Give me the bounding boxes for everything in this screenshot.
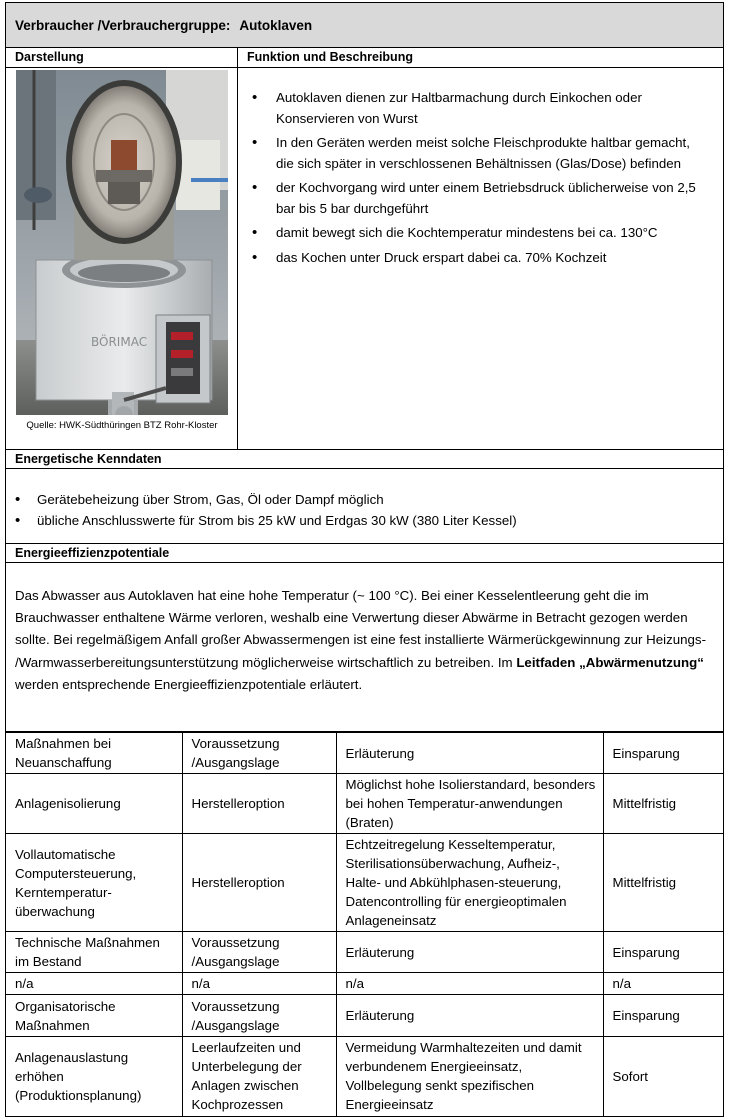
table-cell: Anlagenauslastung erhöhen (Produktionsplanung) <box>6 1037 182 1116</box>
table-cell: Erläuterung <box>336 995 603 1037</box>
table-header-row <box>6 932 723 973</box>
table-cell: Einsparung <box>603 733 723 774</box>
autoclave-photo <box>16 70 228 415</box>
table-header-row <box>6 995 723 1037</box>
table-cell: Mittelfristig <box>603 774 723 834</box>
function-bullet: • der Kochvorgang wird unter einem Betriebsdruck üblicherweise von 2,5 bar bis 5 bar durchgeführt <box>250 178 709 219</box>
guideline-reference: Leitfaden „Abwärmenutzung“ <box>516 654 704 670</box>
table-row <box>6 973 723 995</box>
table-cell: Voraussetzung /Ausgangslage <box>182 995 336 1037</box>
function-bullet: • Autoklaven dienen zur Haltbarmachung durch Einkochen oder Konservieren von Wurst <box>250 88 709 129</box>
table-cell: Mittelfristig <box>603 834 723 932</box>
title-value: Autoklaven <box>239 17 313 33</box>
table-cell: Voraussetzung /Ausgangslage <box>182 932 336 973</box>
table-row <box>6 834 723 932</box>
column-headers <box>6 48 723 68</box>
table-header-row <box>6 733 723 774</box>
table-cell: Möglichst hohe Isolierstandard, besonders bei hohen Temperatur-anwendungen (Braten) <box>336 774 603 834</box>
column-header-right: Funktion und Beschreibung <box>247 50 413 64</box>
table-row <box>6 1037 723 1116</box>
table-cell: n/a <box>336 973 603 995</box>
energetic-bullet-list <box>15 490 713 531</box>
table-cell: Erläuterung <box>336 733 603 774</box>
table-cell: Leerlaufzeiten und Unterbelegung der Anlagen zwischen Kochprozessen <box>182 1037 336 1116</box>
energetic-bullet: • übliche Anschlusswerte für Strom bis 25 kW und Erdgas 30 kW (380 Liter Kessel) <box>15 511 713 531</box>
function-bullet: • damit bewegt sich die Kochtemperatur mindestens bei ca. 130°C <box>250 223 709 244</box>
datasheet <box>5 2 724 1117</box>
table-cell: Vermeidung Warmhaltezeiten und damit verbundenem Energieeinsatz, Vollbelegung senkt spezifischen Energieeinsatz <box>336 1037 603 1116</box>
title-label: Verbraucher /Verbrauchergruppe: <box>15 17 231 33</box>
table-cell: n/a <box>182 973 336 995</box>
table-cell: Erläuterung <box>336 932 603 973</box>
function-cell <box>238 68 723 449</box>
brand-mark: BÖRIMAC <box>91 335 148 349</box>
efficiency-text: Das Abwasser aus Autoklaven hat eine hohe Temperatur (~ 100 °C). Bei einer Kesselentleerung geht die im Brauchwasser enthaltene Wärme verloren, weshalb eine Verwertung dieser Abwärme in Betracht gezogen werden sollte. Bei regelmäßigem Anfall großer Abwassermengen ist eine fest installierte Wärmerückgewinnung zur Heizungs- /Warmwasserbereitungsunterstützung möglicherweise wirtschaftlich zu betreiben. Im <box>15 588 707 670</box>
energetic-section <box>6 469 723 544</box>
table-cell: Maßnahmen bei Neuanschaffung <box>6 733 182 774</box>
efficiency-paragraph <box>6 563 723 732</box>
function-bullet-list <box>250 88 709 268</box>
efficiency-header: Energieeffizienzpotentiale <box>6 544 723 563</box>
table-cell: Herstelleroption <box>182 774 336 834</box>
table-cell: Vollautomatische Computersteuerung, Kerntemperatur-überwachung <box>6 834 182 932</box>
photo-caption: Quelle: HWK-Südthüringen BTZ Rohr-Kloster <box>26 420 218 431</box>
function-bullet: • In den Geräten werden meist solche Fleischprodukte haltbar gemacht, die sich später in verschlossenen Behältnissen (Glas/Dose) befinden <box>250 133 709 174</box>
document-title <box>6 3 723 48</box>
description-row <box>6 68 723 450</box>
table-cell: n/a <box>603 973 723 995</box>
energetic-bullet: • Gerätebeheizung über Strom, Gas, Öl oder Dampf möglich <box>15 490 713 510</box>
measures-table <box>6 732 723 1116</box>
table-cell: Herstelleroption <box>182 834 336 932</box>
function-bullet: • das Kochen unter Druck erspart dabei ca. 70% Kochzeit <box>250 248 709 269</box>
table-cell: Einsparung <box>603 932 723 973</box>
table-cell: Echtzeitregelung Kesseltemperatur, Sterilisationsüberwachung, Aufheiz-, Halte- und Abkühlphasen-steuerung, Datencontrolling für energieoptimalen Anlageneinsatz <box>336 834 603 932</box>
table-cell: Sofort <box>603 1037 723 1116</box>
table-cell: Voraussetzung /Ausgangslage <box>182 733 336 774</box>
table-cell: Anlagenisolierung <box>6 774 182 834</box>
column-header-left: Darstellung <box>6 48 238 67</box>
efficiency-text-end: werden entsprechende Energieeffizienzpotentiale erläutert. <box>15 676 363 692</box>
illustration-cell <box>6 68 238 449</box>
table-row <box>6 774 723 834</box>
table-cell: Einsparung <box>603 995 723 1037</box>
table-cell: Technische Maßnahmen im Bestand <box>6 932 182 973</box>
energetic-header: Energetische Kenndaten <box>6 450 723 469</box>
table-cell: Organisatorische Maßnahmen <box>6 995 182 1037</box>
table-cell: n/a <box>6 973 182 995</box>
